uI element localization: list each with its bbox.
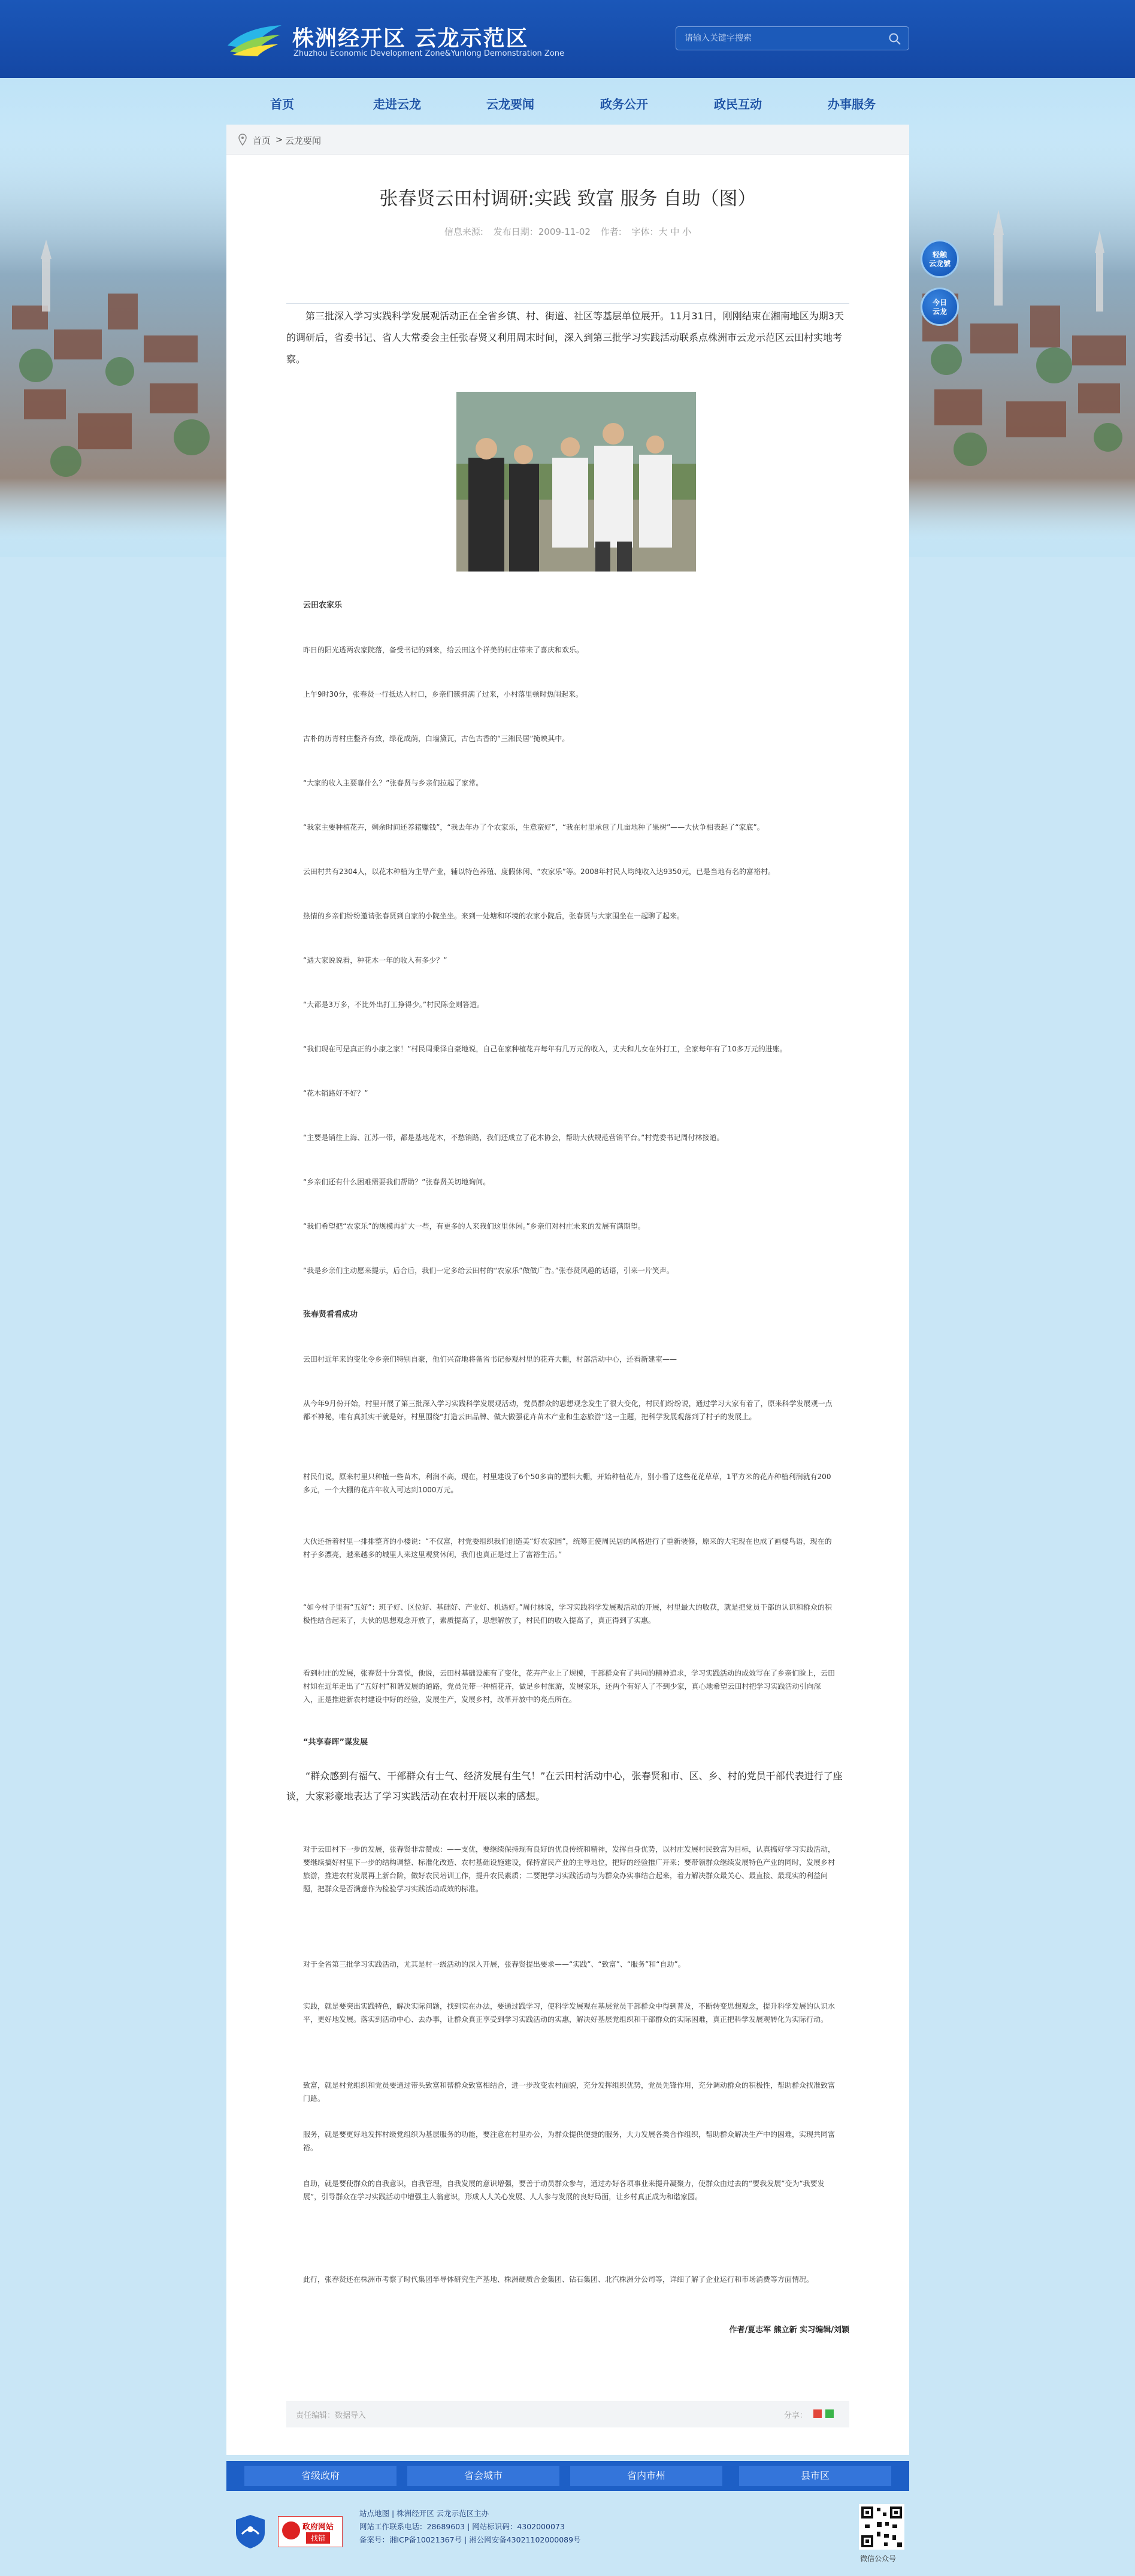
location-pin-icon xyxy=(238,134,247,146)
nav-services[interactable]: 办事服务 xyxy=(828,97,876,111)
article-paragraph: 古朴的历青村庄整齐有致，绿花成荫，白墙黛瓦，古色古香的“三湘民居”掩映其中。 xyxy=(303,734,570,743)
badge-error-label: 找错 xyxy=(306,2532,330,2544)
section-heading: “共享春晖”谋发展 xyxy=(303,1738,368,1747)
article-paragraph-large: “群众感到有福气、干部群众有士气、经济发展有生气！”在云田村活动中心，张春贤和市、区、乡、村的党员干部代表进行了座谈，大家彩豪地表达了学习实践活动在农村开展以来的感想。 xyxy=(286,1770,843,1802)
article-footer-bar xyxy=(286,2401,849,2427)
qr-code-label: 微信公众号 xyxy=(860,2554,897,2563)
article-paragraph: 上午9时30分，张春贤一行抵达入村口，乡亲们簇拥满了过来，小村落里顿时热闹起来。 xyxy=(303,690,583,699)
article-paragraph: “乡亲们还有什么困难需要我们帮助？”张春贤关切地询问。 xyxy=(303,1178,491,1186)
article-paragraph: 致富，就是村党组织和党员要通过带头致富和帮群众致富相结合，进一步改变农村面貌，充分发挥组织优势，党员先锋作用，充分调动群众的积极性，帮助群众找准致富门路。 xyxy=(303,2081,836,2103)
meta-source: 信息来源: xyxy=(444,226,483,237)
side-button-label: 轻触 xyxy=(932,250,947,259)
article-paragraph: 对于云田村下一步的发展，张春贤非常赞成：——支优，要继续保持现有良好的优良传统和精神，发挥自身优势，以村庄发展村民致富为目标，认真搞好学习实践活动，要继续搞好村里下一步的结构调整、标准化改造、农村基础设施建设，保持富民产业的主导地位，把好的经验推广开来；要带领群众继续发展特色产业的同时，发展乡村旅游，推进农村发展再上新台阶，做好农民培训工作，提升农民素质；二要把学习实践活动与为群众办实事结合起来，着力解决群众最关心、最直接、最现实的利益问题，把群众是否满意作为检验学习实践活动成效的标准。 xyxy=(303,1845,836,1893)
share-weibo-icon[interactable] xyxy=(813,2409,822,2418)
footer-link-counties[interactable]: 县市区 xyxy=(739,2466,891,2486)
nav-home[interactable]: 首页 xyxy=(270,97,294,111)
article-paragraph: “我是乡亲们主动愿来提示，后合后，我们一定多给云田村的“农家乐”做做广告。”张春贤风趣的话语，引来一片笑声。 xyxy=(303,1266,674,1275)
article-container xyxy=(226,125,909,2455)
article-paragraph: 大伙还指着村里一排排整齐的小楼说：“不仅富，村党委组织我们创造美“好农家园”，统筹正使周民居的风格进行了重新装修，原来的大宅现在也成了画楼鸟语，现在的村子多漂亮，越来越多的城里人来这里观赏休闲，我们也真正是过上了富裕生活。” xyxy=(303,1537,832,1559)
nav-public-interaction[interactable]: 政民互动 xyxy=(714,97,762,111)
divider xyxy=(286,303,849,304)
article-paragraph: “如今村子里有“五好”：班子好、区位好、基础好、产业好、机遇好。”周付林说，学习实践科学发展观活动的开展，村里最大的收获，就是把党员干部的认识和群众的积极性结合起来了，大伙的思想观念开放了，素质提高了，思想解放了，村民们的收入提高了，真正得到了实惠。 xyxy=(303,1603,832,1625)
share-wechat-icon[interactable] xyxy=(825,2409,834,2418)
share-label: 分享： xyxy=(783,2411,807,2420)
site-logo-subtitle: Zhuzhou Economic Development Zone&Yunlong Demonstration Zone xyxy=(293,49,565,58)
side-button-today-yunlong[interactable] xyxy=(921,288,959,326)
site-logo-title[interactable]: 株洲经开区 云龙示范区 xyxy=(292,26,529,51)
article-paragraph: 昨日的阳光透两农家院落，备受书记的到来，给云田这个祥美的村庄带来了喜庆和欢乐。 xyxy=(303,646,584,654)
section-heading: 张春贤看看成功 xyxy=(303,1310,358,1319)
footer-link-provincial-capitals[interactable]: 省会城市 xyxy=(407,2466,559,2486)
article-meta xyxy=(226,225,909,238)
party-gov-badge-icon[interactable] xyxy=(234,2514,267,2550)
breadcrumb-current[interactable]: 云龙要闻 xyxy=(285,135,322,146)
footer-link-cities[interactable]: 省内市州 xyxy=(570,2466,722,2486)
footer-info xyxy=(359,2507,581,2547)
article-photo xyxy=(456,392,696,572)
breadcrumb xyxy=(226,125,909,155)
responsible-editor: 责任编辑：数据导入 xyxy=(296,2411,367,2420)
article-title: 张春贤云田村调研:实践 致富 服务 自助（图） xyxy=(379,188,756,210)
article-paragraph: “主要是销往上海、江苏一带，都是基地花木，不愁销路，我们还成立了花木协会，帮助大伙规范营销平台。”村党委书记周付林接道。 xyxy=(303,1133,724,1142)
article-paragraph: 自助，就是要使群众的自我意识，自我管理，自我发展的意识增强，要善于动员群众参与，通过办好各项事业来提升凝聚力，使群众由过去的“要我发展”变为“我要发展”，引导群众在学习实践活动中增强主人翁意识，形成人人关心发展、人人参与发展的良好局面，让乡村真正成为和谐家园。 xyxy=(303,2179,825,2201)
article-paragraph: “我们现在可是真正的小康之家！”村民周秉泽自豪地说，自己在家种植花卉每年有几万元的收入，丈夫和儿女在外打工，全家每年有了10多万元的进账。 xyxy=(303,1045,787,1053)
logo-icon[interactable] xyxy=(226,22,283,58)
nav-government-affairs[interactable]: 政务公开 xyxy=(600,97,648,111)
article-paragraph: “我家主要种植花卉，剩余时间还养猪赚钱”，“我去年办了个农家乐，生意蛮好”，“我在村里承包了几亩地种了果树”——大伙争相表起了“家底”。 xyxy=(303,823,764,832)
font-size-switch[interactable]: 字体：大 中 小 xyxy=(631,226,692,237)
article-paragraph: “大都是3万多，不比外出打工挣得少。”村民陈金则答道。 xyxy=(303,1000,485,1009)
footer-link-provincial-gov[interactable]: 省级政府 xyxy=(244,2466,397,2486)
footer-line-contact: 网站工作联系电话：28689603 | 网站标识码：4302000073 xyxy=(359,2522,565,2531)
article-paragraph: 热情的乡亲们纷纷邀请张春贤到自家的小院坐坐。来到一处塘和环境的农家小院后，张春贤与大家围坐在一起聊了起来。 xyxy=(303,912,685,920)
nav-about-yunlong[interactable]: 走进云龙 xyxy=(373,97,421,111)
side-button-label: 云龙號 xyxy=(928,259,951,268)
article-paragraph: 实践，就是要突出实践特色，解决实际问题，找到实在办法，要通过践学习，使科学发展观在基层党员干部群众中得到普及，不断转变思想观念，提升科学发展的认识水平，更好地发展。落实到活动中心、去办事，让群众真正享受到学习实践活动的实惠，解决好基层党组织和干部群众的实际困难，真正把科学发展观转化为实际行动。 xyxy=(303,2002,836,2024)
meta-date: 发布日期：2009-11-02 xyxy=(493,226,591,237)
footer-links xyxy=(226,2461,909,2491)
main-nav xyxy=(226,84,909,120)
site-header xyxy=(0,0,1135,78)
gov-site-error-report-badge[interactable] xyxy=(278,2516,343,2547)
wechat-qr-code xyxy=(859,2504,904,2550)
footer-line-sitemap[interactable]: 站点地图 | 株洲经开区 云龙示范区主办 xyxy=(359,2509,489,2518)
article-signature: 作者/夏志军 熊立新 实习编辑/刘颖 xyxy=(729,2326,849,2335)
search-input[interactable] xyxy=(685,32,882,44)
side-button-yunlong-account[interactable] xyxy=(921,240,959,278)
article-paragraph: 云田村近年来的变化令乡亲们特别自豪，他们兴奋地将备省书记参观村里的花卉大棚，村部活动中心，还看新建室—— xyxy=(303,1355,677,1363)
nav-news[interactable]: 云龙要闻 xyxy=(486,97,534,111)
article-paragraph: 从今年9月份开始，村里开展了第三批深入学习实践科学发展观活动，党员群众的思想观念发生了很大变化，村民们纷纷说，通过学习大家有着了，原来科学发展观一点都不神秘，唯有真抓实干就是好，村里围绕“打造云田品牌、做大做强花卉苗木产业和生态旅游”这一主题，把科学发展观落到了村子的发展上。 xyxy=(303,1399,833,1421)
side-button-label: 今日 xyxy=(932,298,947,307)
article-paragraph: 看到村庄的发展，张春贤十分喜悦，他说，云田村基础设施有了变化，花卉产业上了规模，干部群众有了共同的精神追求，学习实践活动的成效写在了乡亲们脸上，云田村如在近年走出了“五好村”和谐发展的道路，党员先带一种植花卉，做足乡村旅游，发展家乐，还两个有好人了不到少家，真心地希望云田村把学习实践活动引向深入，正是推进新农村建设中好的经验，发展生产，发展乡村，改革开放中的亮点所在。 xyxy=(303,1669,836,1704)
section-heading: 云田农家乐 xyxy=(303,601,343,610)
article-paragraph: 对于全省第三批学习实践活动，尤其是村一级活动的深入开展，张春贤提出要求——“实践”、“致富”、“服务”和“自助”。 xyxy=(303,1960,685,1969)
article-lead: 第三批深入学习实践科学发展观活动正在全省乡镇、村、街道、社区等基层单位展开。11月31日，刚刚结束在湘南地区为期3天的调研后，省委书记、省人大常委会主任张春贤又利用周末时间，深入到第三批学习实践活动联系点株洲市云龙示范区云田村实地考察。 xyxy=(286,310,844,365)
meta-author: 作者: xyxy=(600,226,622,237)
article-paragraph: 服务，就是要更好地发挥村级党组织为基层服务的功能，要注意在村里办公，为群众提供便捷的服务，大力发展各类合作组织，帮助群众解决生产中的困难，实现共同富裕。 xyxy=(303,2130,836,2152)
article-paragraph: “遇大家说说看，种花木一年的收入有多少？” xyxy=(303,956,447,965)
article-paragraph: 此行，张春贤还在株洲市考察了时代集团半导体研究生产基地、株洲硬质合金集团、钻石集团、北汽株洲分公司等，详细了解了企业运行和市场消费等方面情况。 xyxy=(303,2275,814,2284)
footer-line-record[interactable]: 备案号：湘ICP备10021367号 | 湘公网安备43021102000089号 xyxy=(359,2535,581,2544)
search-box xyxy=(676,26,909,50)
badge-gov-label: 政府网站 xyxy=(302,2523,334,2532)
article-paragraph: 村民们说，原来村里只种植一些苗木，利润不高，现在，村里建设了6个50多亩的塑料大棚，开始种植花卉，别小看了这些花花草草，1平方米的花卉种植利润就有200多元，一个大棚的花卉年收入可达到1000万元。 xyxy=(303,1473,831,1494)
article-paragraph: “我们希望把“农家乐”的规模再扩大一些，有更多的人来我们这里休闲。”乡亲们对村庄未来的发展有满期望。 xyxy=(303,1222,645,1230)
article-paragraph: “大家的收入主要靠什么？”张春贤与乡亲们拉起了家常。 xyxy=(303,779,483,787)
breadcrumb-separator: > xyxy=(276,134,283,145)
article-paragraph: “花木销路好不好？” xyxy=(303,1089,368,1097)
side-button-label: 云龙 xyxy=(932,307,947,316)
gov-emblem-icon xyxy=(282,2521,300,2539)
search-icon[interactable] xyxy=(888,32,901,46)
article-paragraph: 云田村共有2304人，以花木种植为主导产业，辅以特色养殖、度假休闲、“农家乐”等。2008年村民人均纯收入达9350元，已是当地有名的富裕村。 xyxy=(303,867,776,876)
breadcrumb-home[interactable]: 首页 xyxy=(253,135,271,146)
